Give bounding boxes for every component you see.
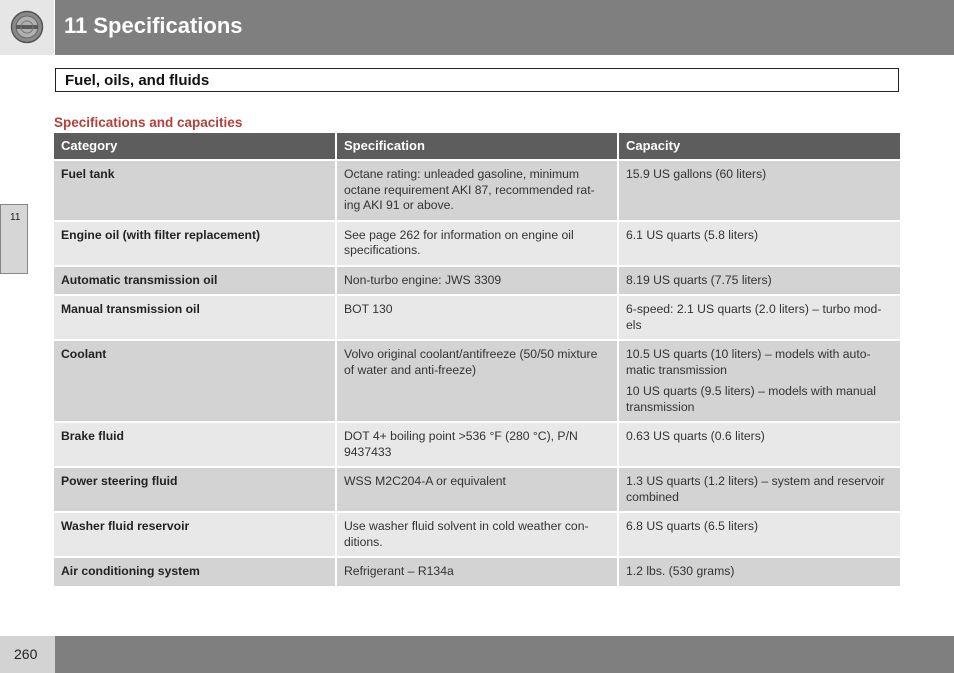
cell-specification: DOT 4+ boiling point >536 °F (280 °C), P/N 9437433 bbox=[336, 422, 618, 467]
column-header-category: Category bbox=[54, 133, 336, 160]
cell-category: Brake fluid bbox=[54, 422, 336, 467]
column-header-specification: Specification bbox=[336, 133, 618, 160]
cell-specification: See page 262 for information on engine oil specifications. bbox=[336, 221, 618, 266]
header-bar bbox=[0, 0, 954, 55]
cell-capacity bbox=[618, 557, 900, 587]
cell-category: Coolant bbox=[54, 340, 336, 422]
capacity-text: 0.63 US quarts (0.6 liters) bbox=[626, 429, 765, 443]
chapter-side-tab[interactable] bbox=[0, 204, 28, 274]
cell-category: Power steering fluid bbox=[54, 467, 336, 512]
cell-capacity bbox=[618, 295, 900, 340]
table-header-row bbox=[54, 133, 900, 160]
cell-category: Fuel tank bbox=[54, 160, 336, 221]
cell-category: Automatic transmission oil bbox=[54, 266, 336, 296]
section-title: Fuel, oils, and fluids bbox=[65, 72, 210, 89]
chapter-side-tab-label: 11 bbox=[10, 212, 21, 223]
footer-bar bbox=[0, 636, 954, 673]
capacity-text: 1.3 US quarts (1.2 liters) – system and reservoir combined bbox=[626, 474, 885, 504]
cell-capacity bbox=[618, 266, 900, 296]
capacity-text: 10.5 US quarts (10 liters) – models with auto-matic transmission bbox=[626, 347, 871, 377]
table-row bbox=[54, 221, 900, 266]
cell-specification: Refrigerant – R134a bbox=[336, 557, 618, 587]
cell-category: Washer fluid reservoir bbox=[54, 512, 336, 557]
capacity-text: 6.8 US quarts (6.5 liters) bbox=[626, 519, 759, 533]
section-header bbox=[55, 68, 899, 92]
capacity-text: 10 US quarts (9.5 liters) – models with manual transmission bbox=[626, 384, 876, 414]
capacity-text: 15.9 US gallons (60 liters) bbox=[626, 167, 767, 181]
cell-capacity bbox=[618, 467, 900, 512]
cell-specification: WSS M2C204-A or equivalent bbox=[336, 467, 618, 512]
capacity-text: 6-speed: 2.1 US quarts (2.0 liters) – turbo mod-els bbox=[626, 302, 882, 332]
table-row bbox=[54, 160, 900, 221]
table-row bbox=[54, 557, 900, 587]
table-row bbox=[54, 295, 900, 340]
column-header-capacity: Capacity bbox=[618, 133, 900, 160]
cell-capacity bbox=[618, 512, 900, 557]
cell-specification: Use washer fluid solvent in cold weather con-ditions. bbox=[336, 512, 618, 557]
table-row bbox=[54, 422, 900, 467]
table-row bbox=[54, 340, 900, 422]
table-row bbox=[54, 266, 900, 296]
volvo-iron-mark-icon bbox=[10, 10, 44, 44]
logo-box bbox=[0, 0, 55, 55]
cell-category: Air conditioning system bbox=[54, 557, 336, 587]
cell-specification: Non-turbo engine: JWS 3309 bbox=[336, 266, 618, 296]
table-row bbox=[54, 467, 900, 512]
cell-specification: Octane rating: unleaded gasoline, minimum octane requirement AKI 87, recommended rat-ing AKI 91 or above. bbox=[336, 160, 618, 221]
chapter-title: 11 Specifications bbox=[64, 13, 243, 38]
cell-category: Engine oil (with filter replacement) bbox=[54, 221, 336, 266]
table-row bbox=[54, 512, 900, 557]
page-number: 260 bbox=[14, 646, 38, 662]
cell-capacity bbox=[618, 221, 900, 266]
cell-capacity bbox=[618, 340, 900, 422]
cell-specification: BOT 130 bbox=[336, 295, 618, 340]
page-number-box bbox=[0, 636, 55, 673]
cell-capacity bbox=[618, 422, 900, 467]
cell-category: Manual transmission oil bbox=[54, 295, 336, 340]
cell-specification: Volvo original coolant/antifreeze (50/50 mixture of water and anti-freeze) bbox=[336, 340, 618, 422]
capacity-text: 8.19 US quarts (7.75 liters) bbox=[626, 272, 772, 287]
specifications-table bbox=[54, 133, 900, 588]
cell-capacity bbox=[618, 160, 900, 221]
capacity-text: 6.1 US quarts (5.8 liters) bbox=[626, 227, 759, 242]
capacity-text: 1.2 lbs. (530 grams) bbox=[626, 564, 735, 578]
subsection-title: Specifications and capacities bbox=[54, 115, 243, 130]
